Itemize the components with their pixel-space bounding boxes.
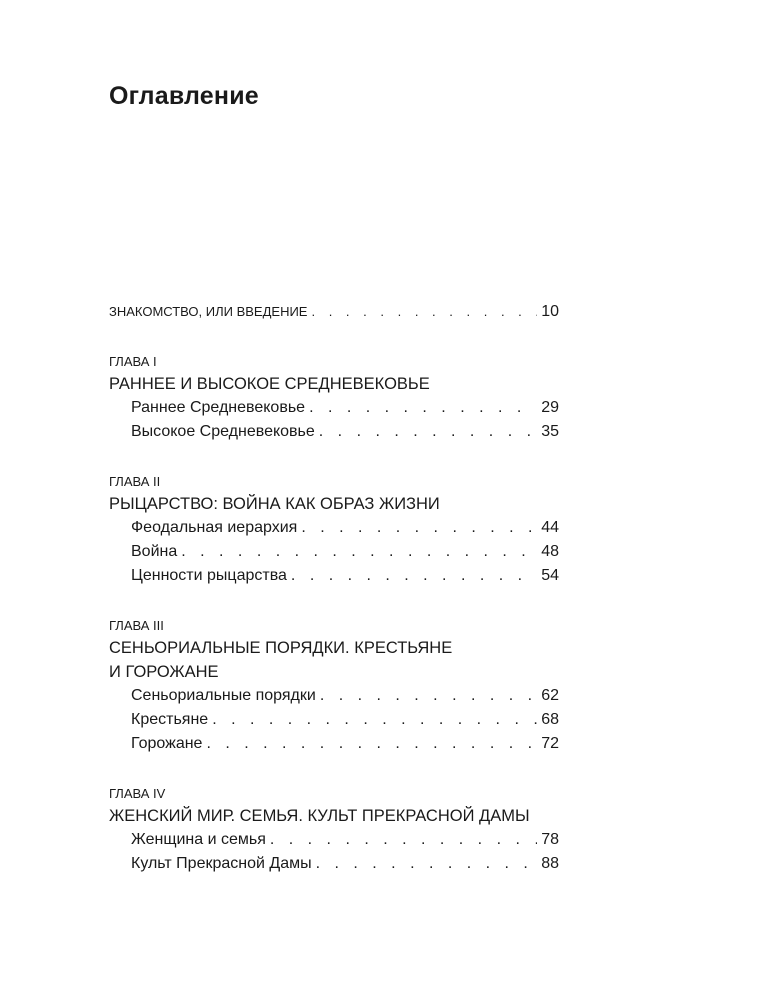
toc-page-number: 68 bbox=[541, 711, 559, 728]
toc-page-number: 29 bbox=[541, 399, 559, 416]
dot-leader bbox=[309, 396, 537, 420]
chapter-title-line-2[interactable]: И ГОРОЖАНЕ bbox=[109, 663, 219, 681]
dot-leader bbox=[319, 420, 537, 444]
chapter-label: ГЛАВА IV bbox=[109, 786, 166, 801]
toc-page-number: 44 bbox=[541, 519, 559, 536]
toc-entry[interactable] bbox=[109, 396, 559, 420]
toc-entry-label: Крестьяне bbox=[131, 711, 209, 728]
chapter-label: ГЛАВА II bbox=[109, 474, 161, 489]
dot-leader bbox=[320, 684, 537, 708]
toc-page-number: 54 bbox=[541, 567, 559, 584]
dot-leader bbox=[291, 564, 537, 588]
chapter-block bbox=[109, 352, 559, 444]
chapter-title-line-1[interactable]: СЕНЬОРИАЛЬНЫЕ ПОРЯДКИ. КРЕСТЬЯНЕ bbox=[109, 639, 453, 657]
toc-entry-label: ЗНАКОМСТВО, ИЛИ ВВЕДЕНИЕ bbox=[109, 304, 308, 319]
toc-page-number: 35 bbox=[541, 423, 559, 440]
chapter-title[interactable]: РАННЕЕ И ВЫСОКОЕ СРЕДНЕВЕКОВЬЕ bbox=[109, 375, 430, 393]
chapter-label: ГЛАВА I bbox=[109, 354, 157, 369]
toc-entry[interactable] bbox=[109, 540, 559, 564]
toc-page-number: 62 bbox=[541, 687, 559, 704]
chapter-title[interactable]: ЖЕНСКИЙ МИР. СЕМЬЯ. КУЛЬТ ПРЕКРАСНОЙ ДАМЫ bbox=[109, 807, 530, 825]
chapter-block bbox=[109, 784, 559, 876]
toc-entry[interactable] bbox=[109, 828, 559, 852]
toc-entry[interactable] bbox=[109, 708, 559, 732]
toc-entry-intro[interactable] bbox=[109, 300, 559, 324]
toc-entry-label: Феодальная иерархия bbox=[131, 519, 298, 536]
dot-leader bbox=[316, 852, 538, 876]
toc-entry-label: Война bbox=[131, 543, 178, 560]
toc-entry-label: Ценности рыцарства bbox=[131, 567, 287, 584]
toc-entry[interactable] bbox=[109, 852, 559, 876]
table-of-contents bbox=[109, 300, 559, 876]
toc-page-number: 48 bbox=[541, 543, 559, 560]
toc-page-number: 88 bbox=[541, 855, 559, 872]
toc-entry[interactable] bbox=[109, 564, 559, 588]
page-title: Оглавление bbox=[109, 82, 259, 110]
chapter-title[interactable]: РЫЦАРСТВО: ВОЙНА КАК ОБРАЗ ЖИЗНИ bbox=[109, 495, 440, 513]
toc-page-number: 78 bbox=[541, 831, 559, 848]
toc-entry[interactable] bbox=[109, 420, 559, 444]
dot-leader bbox=[206, 732, 537, 756]
chapter-block bbox=[109, 472, 559, 588]
chapter-label: ГЛАВА III bbox=[109, 618, 164, 633]
toc-entry-label: Сеньориальные порядки bbox=[131, 687, 316, 704]
dot-leader bbox=[212, 708, 537, 732]
dot-leader bbox=[311, 300, 537, 324]
toc-entry-label: Женщина и семья bbox=[131, 831, 266, 848]
toc-page-number: 10 bbox=[541, 303, 559, 320]
toc-page-number: 72 bbox=[541, 735, 559, 752]
toc-entry-label: Раннее Средневековье bbox=[131, 399, 306, 416]
toc-entry[interactable] bbox=[109, 684, 559, 708]
toc-entry-label: Высокое Средневековье bbox=[131, 423, 315, 440]
toc-entry-label: Культ Прекрасной Дамы bbox=[131, 855, 312, 872]
toc-entry[interactable] bbox=[109, 732, 559, 756]
dot-leader bbox=[270, 828, 537, 852]
toc-entry-label: Горожане bbox=[131, 735, 203, 752]
dot-leader bbox=[301, 516, 537, 540]
toc-entry[interactable] bbox=[109, 516, 559, 540]
chapter-block bbox=[109, 616, 559, 756]
dot-leader bbox=[181, 540, 537, 564]
